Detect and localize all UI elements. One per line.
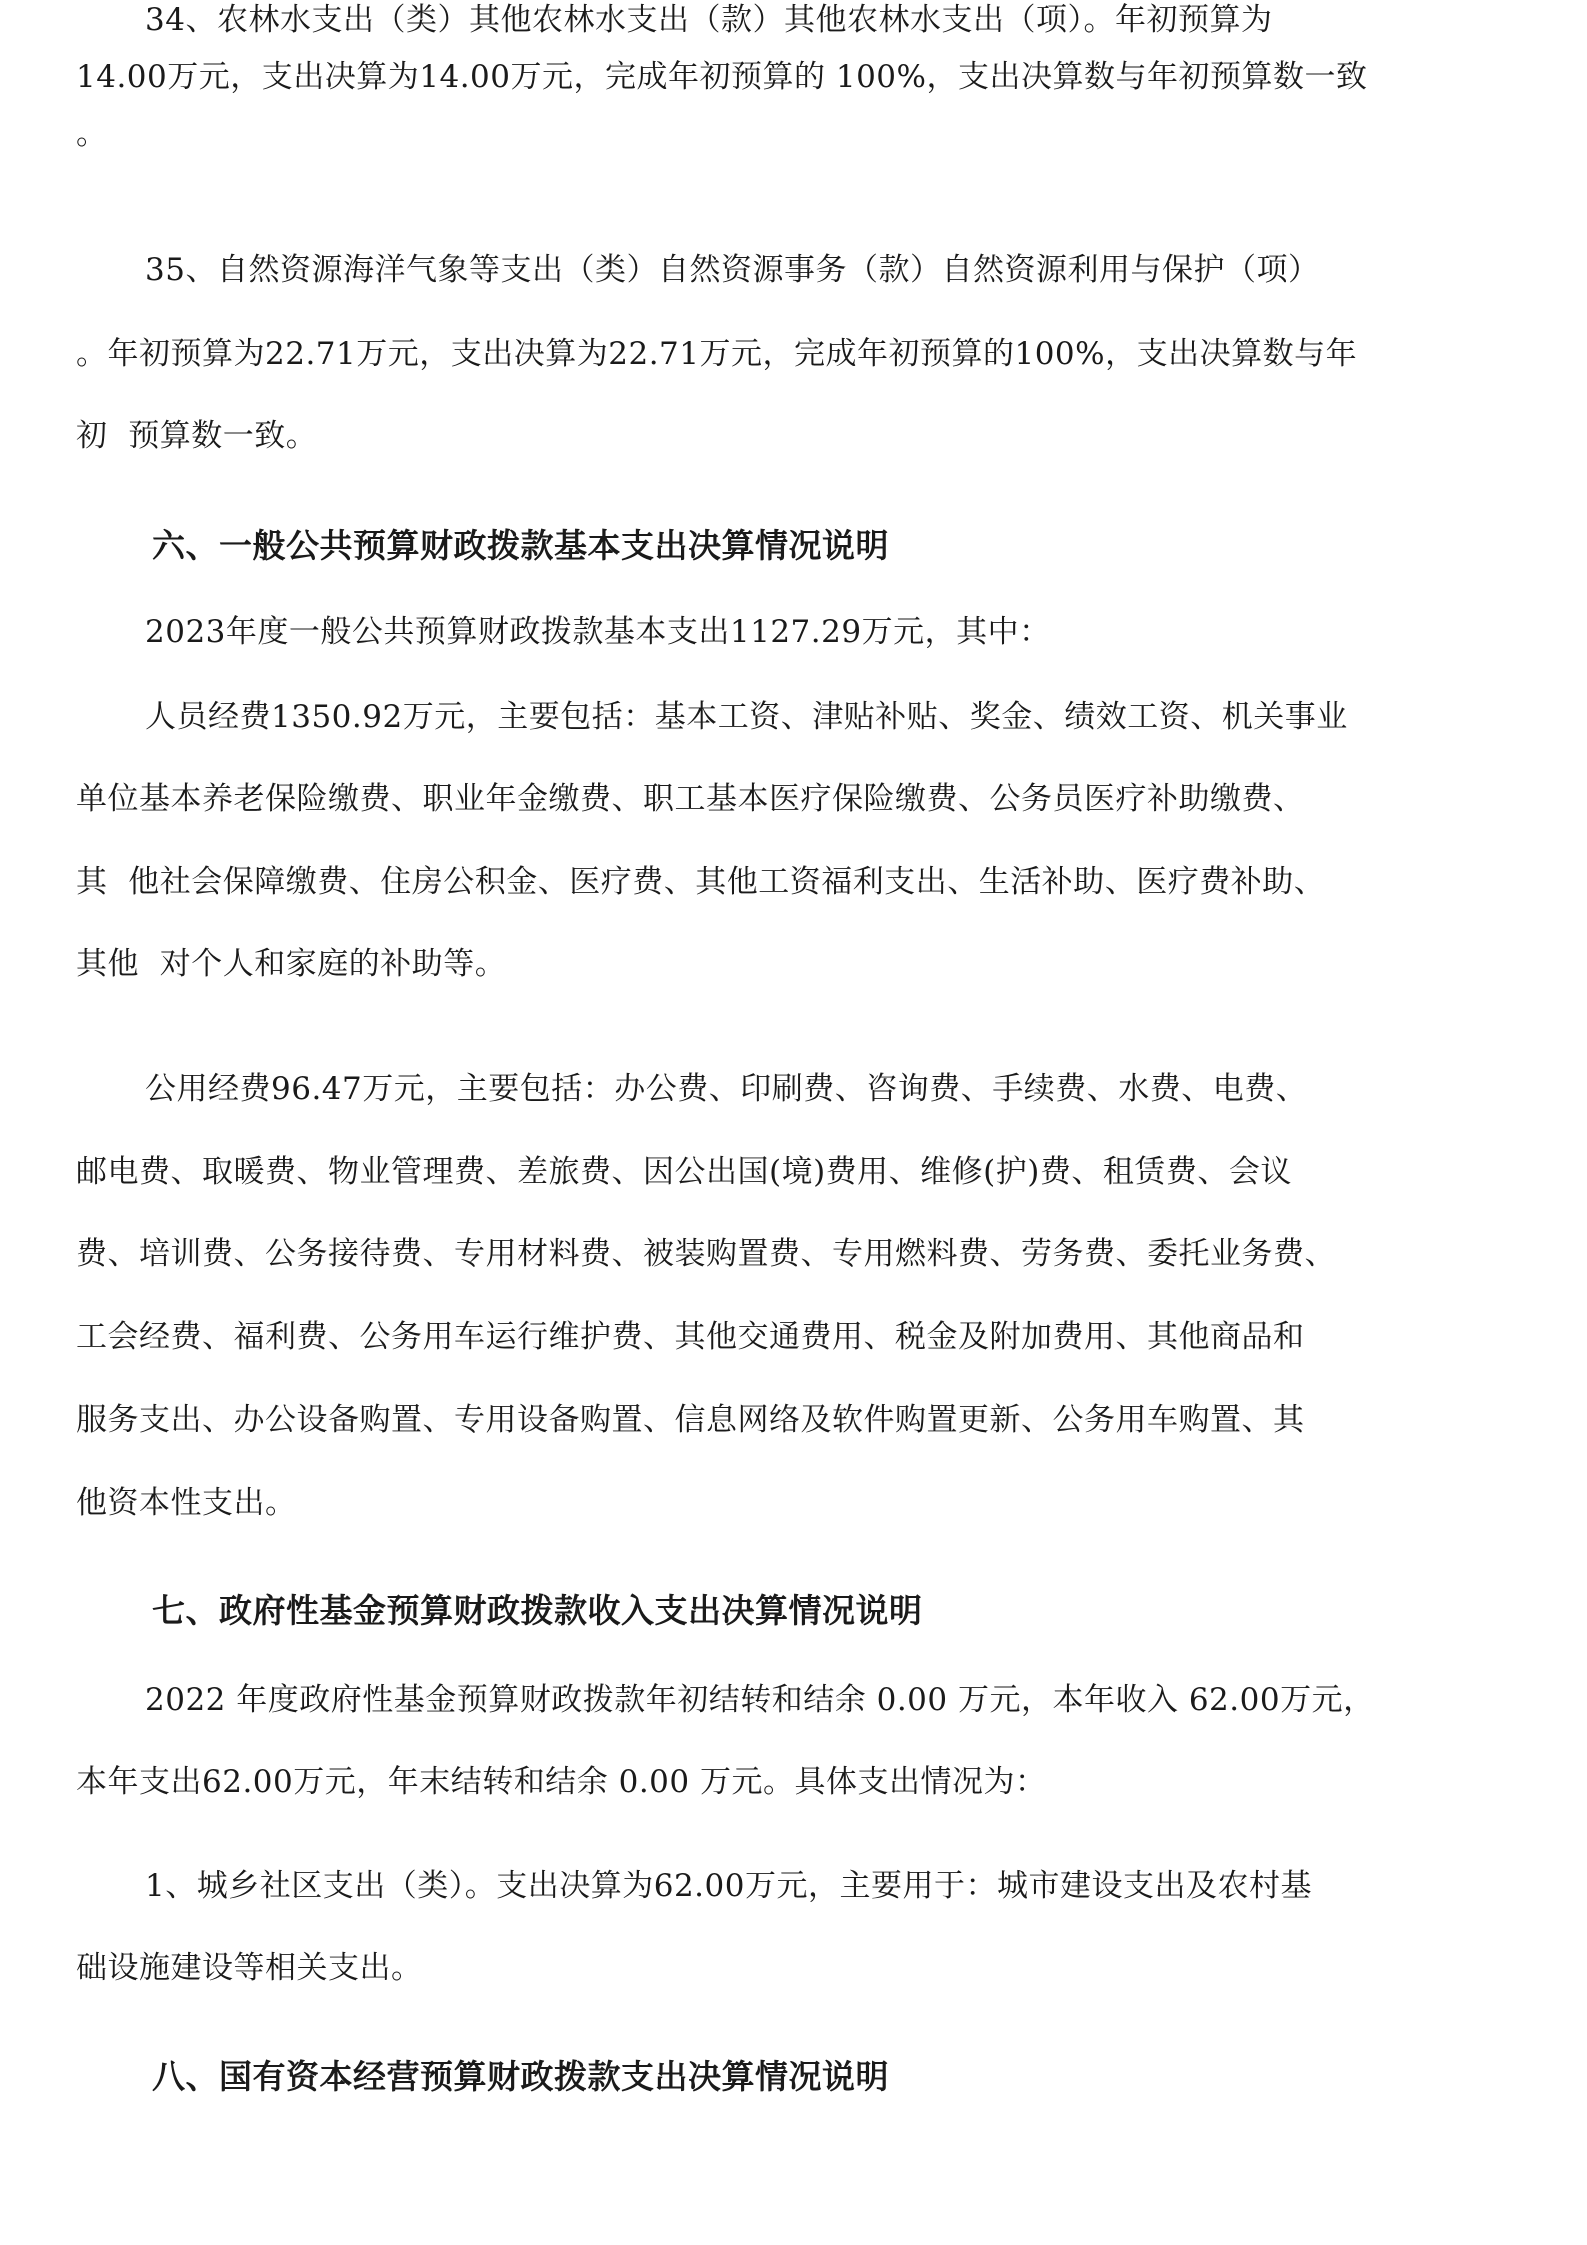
public-costs-line-3: 费、培训费、公务接待费、专用材料费、被装购置费、专用燃料费、劳务费、委托业务费、	[76, 1236, 1336, 1272]
section-7-item-1-line-2: 础设施建设等相关支出。	[76, 1950, 423, 1986]
section-7-paragraph-line-1: 2022 年度政府性基金预算财政拨款年初结转和结余 0.00 万元，本年收入 62.00万元，	[145, 1682, 1375, 1718]
section-7-heading: 七、政府性基金预算财政拨款收入支出决算情况说明	[152, 1591, 923, 1630]
public-costs-line-6: 他资本性支出。	[76, 1485, 297, 1521]
paragraph-34-line-1: 34、农林水支出（类）其他农林水支出（款）其他农林水支出（项）。年初预算为	[145, 2, 1273, 38]
paragraph-35-line-1: 35、自然资源海洋气象等支出（类）自然资源事务（款）自然资源利用与保护（项）	[145, 252, 1320, 288]
section-7-paragraph-line-2: 本年支出62.00万元，年末结转和结余 0.00 万元。具体支出情况为：	[76, 1764, 1047, 1800]
public-costs-line-5: 服务支出、办公设备购置、专用设备购置、信息网络及软件购置更新、公务用车购置、其	[76, 1402, 1305, 1438]
paragraph-34-line-2: 14.00万元，支出决算为14.00万元，完成年初预算的 100%，支出决算数与年初预算数一致	[76, 59, 1368, 95]
public-costs-line-4: 工会经费、福利费、公务用车运行维护费、其他交通费用、税金及附加费用、其他商品和	[76, 1319, 1305, 1355]
paragraph-34-line-3: 。	[76, 116, 108, 152]
section-8-heading: 八、国有资本经营预算财政拨款支出决算情况说明	[152, 2057, 889, 2096]
personnel-costs-line-3: 其 他社会保障缴费、住房公积金、医疗费、其他工资福利支出、生活补助、医疗费补助、	[76, 864, 1326, 900]
paragraph-35-line-2: 。年初预算为22.71万元，支出决算为22.71万元，完成年初预算的100%，支出决算数与年	[76, 336, 1358, 372]
public-costs-line-1: 公用经费96.47万元，主要包括：办公费、印刷费、咨询费、手续费、水费、电费、	[145, 1071, 1308, 1107]
personnel-costs-line-1: 人员经费1350.92万元，主要包括：基本工资、津贴补贴、奖金、绩效工资、机关事业	[145, 699, 1348, 735]
section-6-heading: 六、一般公共预算财政拨款基本支出决算情况说明	[152, 526, 889, 565]
section-6-intro: 2023年度一般公共预算财政拨款基本支出1127.29万元，其中：	[145, 614, 1051, 650]
public-costs-line-2: 邮电费、取暖费、物业管理费、差旅费、因公出国(境)费用、维修(护)费、租赁费、会议	[76, 1154, 1292, 1190]
paragraph-35-line-3: 初 预算数一致。	[76, 418, 318, 454]
section-7-item-1-line-1: 1、城乡社区支出（类）。支出决算为62.00万元，主要用于：城市建设支出及农村基	[145, 1868, 1312, 1904]
personnel-costs-line-4: 其他 对个人和家庭的补助等。	[76, 946, 507, 982]
personnel-costs-line-2: 单位基本养老保险缴费、职业年金缴费、职工基本医疗保险缴费、公务员医疗补助缴费、	[76, 781, 1305, 817]
